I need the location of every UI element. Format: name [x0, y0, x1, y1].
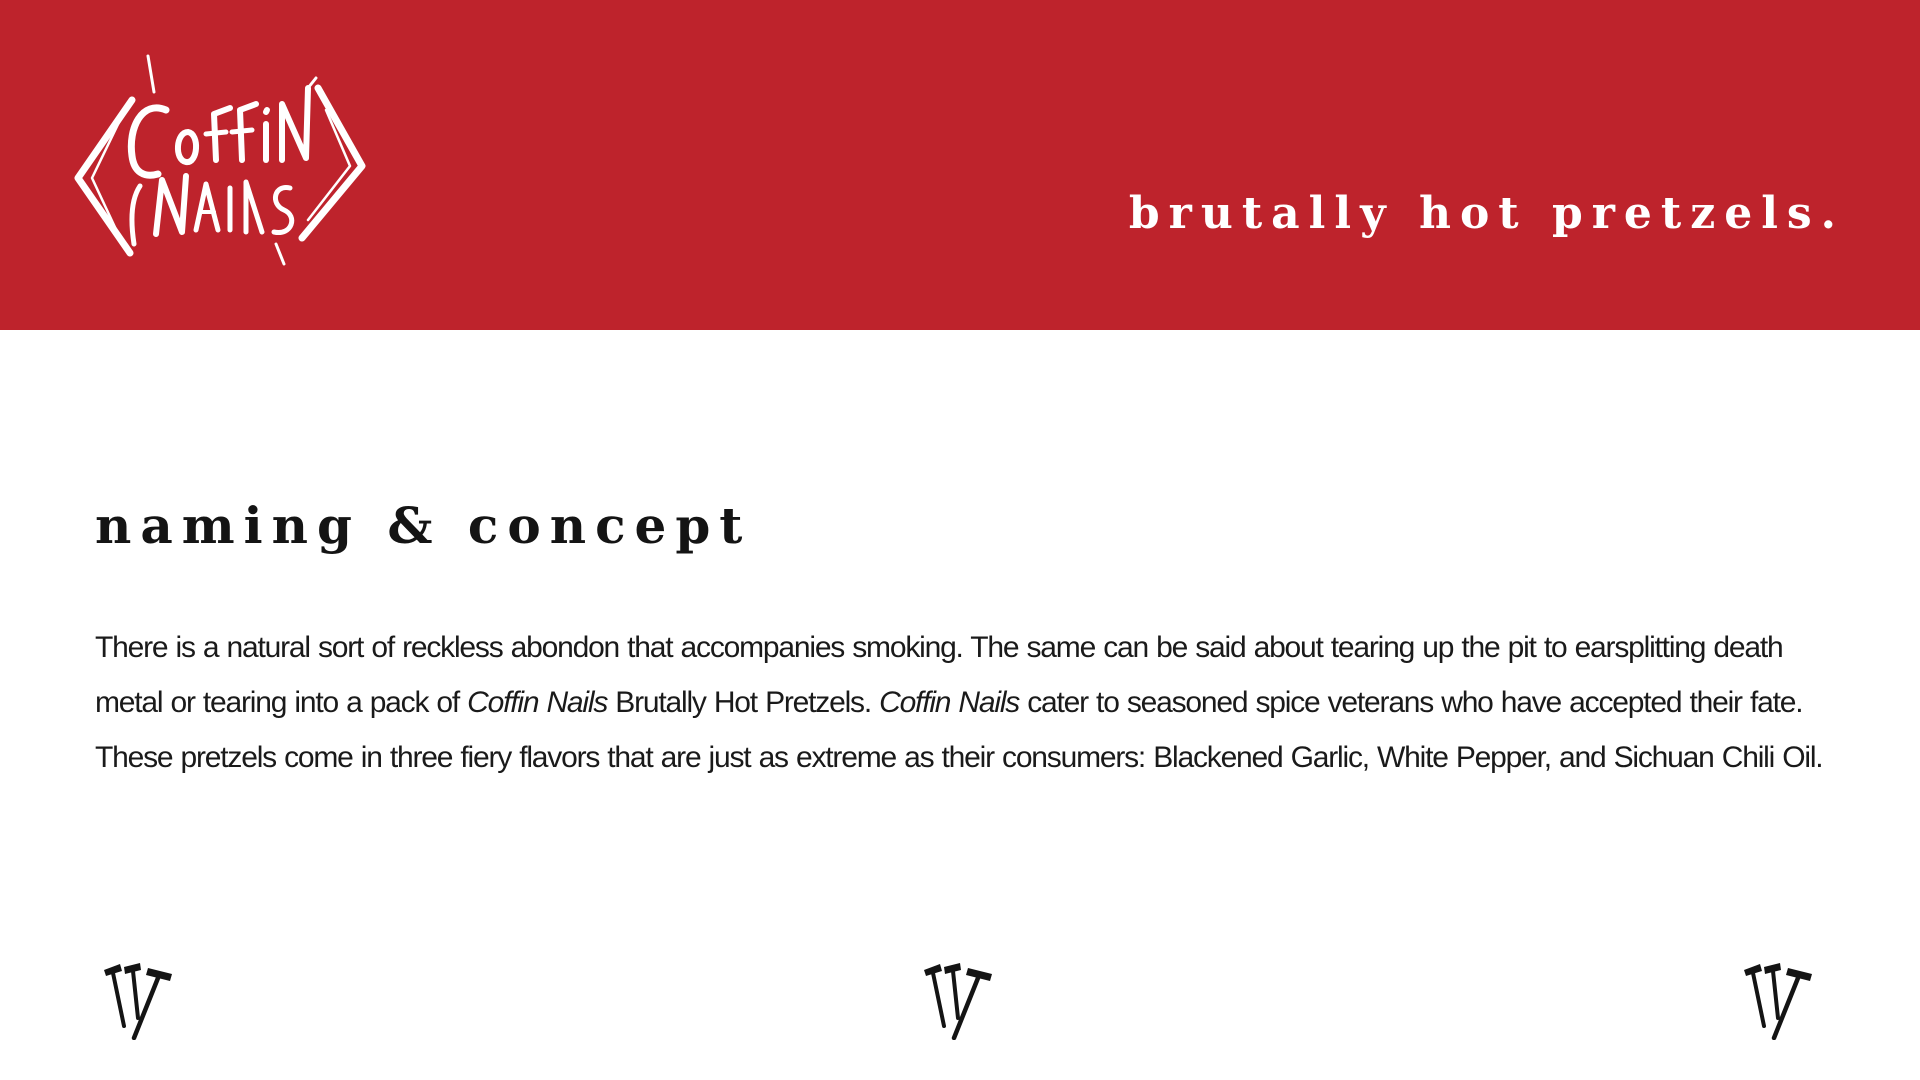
coffin-nails-logo [70, 48, 370, 278]
paragraph-line-3: These pretzels come in three fiery flavors that are just as extreme as their consumers: Blackened Garlic, White Pepper, and Sichuan Chili Oil. [95, 741, 1823, 774]
concept-paragraph [95, 620, 1855, 785]
paragraph-text: cater to seasoned spice veterans who have accepted their fate. [1019, 686, 1803, 719]
logo-mark-icon [70, 48, 370, 278]
brand-name-emphasis: Coffin Nails [467, 686, 608, 719]
nails-icon [1742, 960, 1814, 1040]
tagline: brutally hot pretzels. [1128, 188, 1845, 239]
section-title: naming & concept [95, 496, 752, 555]
paragraph-line-1: There is a natural sort of reckless abondon that accompanies smoking. The same can be said about tearing up the pit to earsplitting death [95, 631, 1783, 664]
paragraph-text: Brutally Hot Pretzels. [607, 686, 880, 719]
nails-icon [922, 960, 994, 1040]
nails-icon [102, 960, 174, 1040]
brand-name-emphasis: Coffin Nails [879, 686, 1020, 719]
paragraph-text: metal or tearing into a pack of [95, 686, 468, 719]
paragraph-line-2 [95, 675, 1855, 730]
header-banner [0, 0, 1920, 330]
